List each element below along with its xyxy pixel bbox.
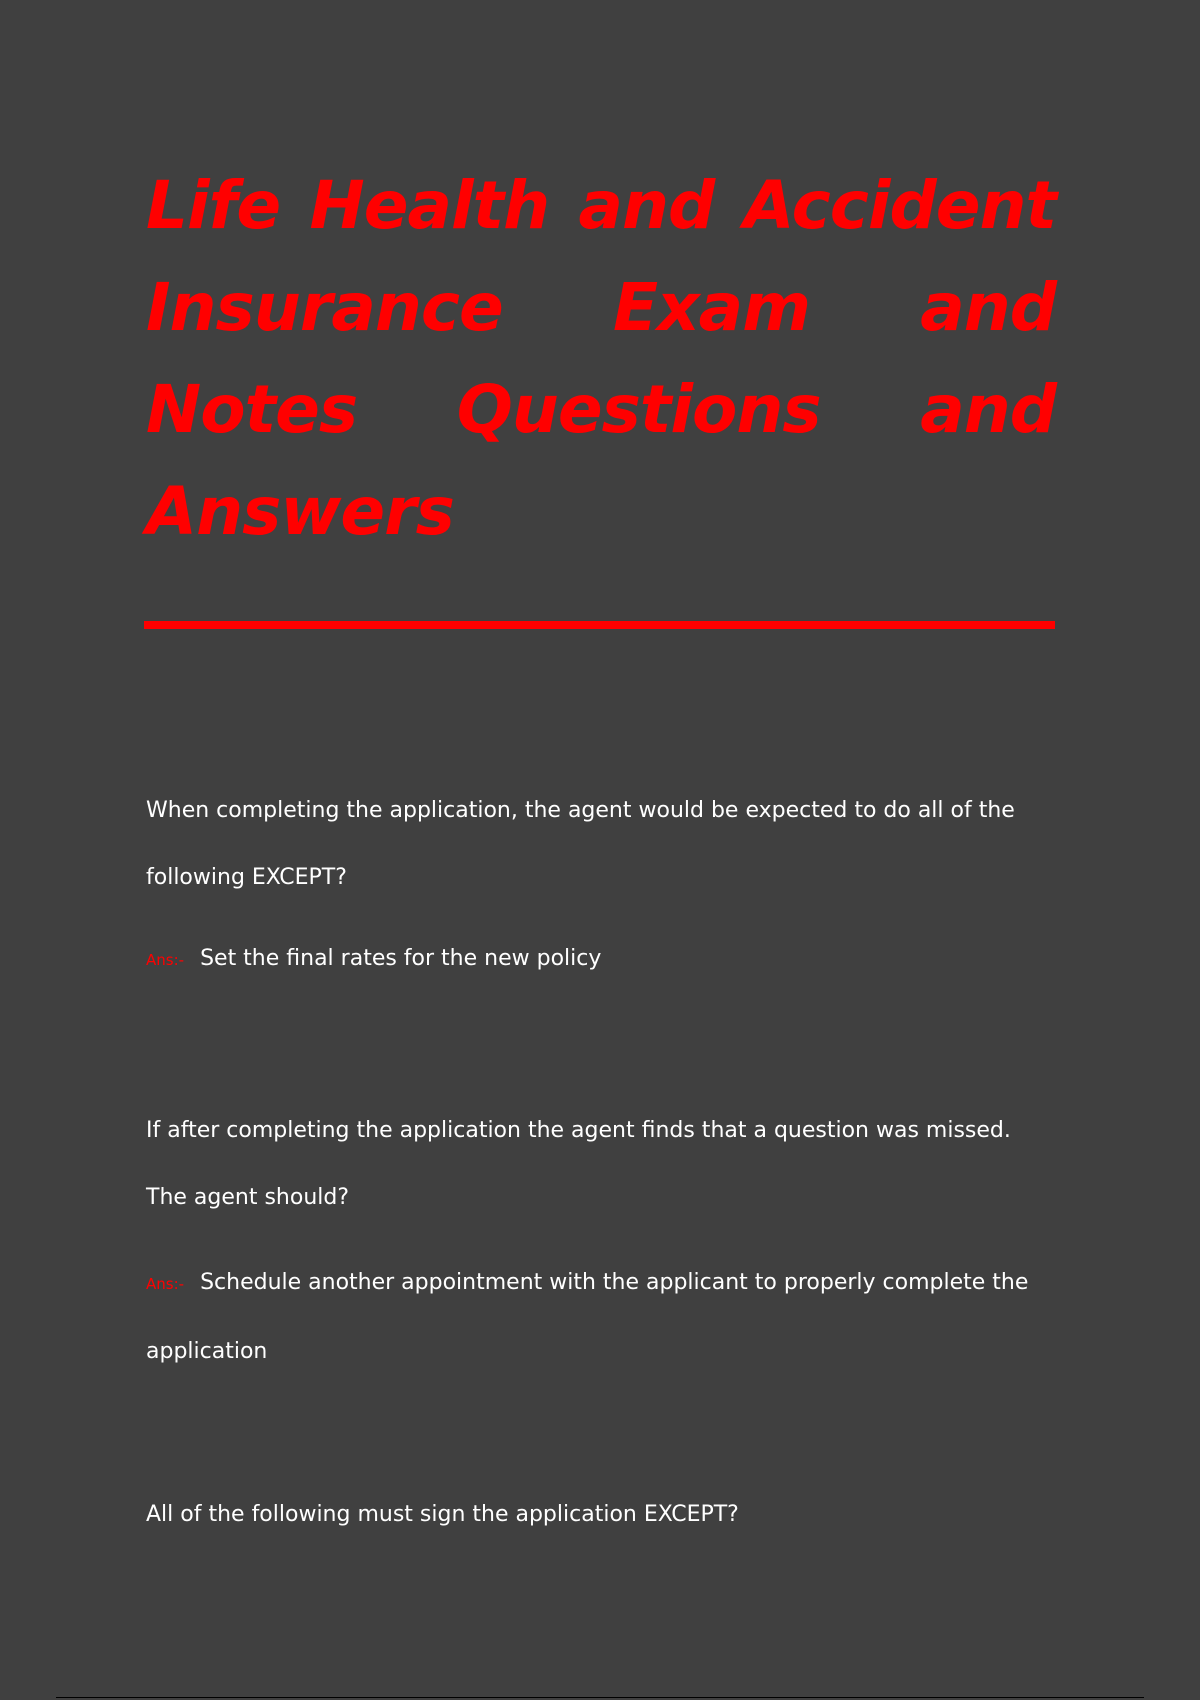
answer xyxy=(146,925,1046,994)
title-divider xyxy=(144,621,1055,629)
answer xyxy=(146,1249,1046,1385)
page-bottom-rule xyxy=(56,1697,1144,1698)
question-text: All of the following must sign the application EXCEPT? xyxy=(146,1502,739,1527)
answer-text: Set the final rates for the new policy xyxy=(200,946,602,971)
qa-item-1 xyxy=(146,777,1046,994)
document-title: Life Health and Accident Insurance Exam and Notes Questions and Answers xyxy=(146,167,1056,550)
question-text: When completing the application, the agent would be expected to do all of the following EXCEPT? xyxy=(146,798,1015,890)
answer-label: Ans:- xyxy=(146,951,185,969)
answer-text: Schedule another appointment with the applicant to properly complete the application xyxy=(146,1270,1029,1364)
answer-label: Ans:- xyxy=(146,1275,185,1293)
qa-item-3 xyxy=(146,1481,1046,1548)
qa-item-2 xyxy=(146,1097,1046,1385)
question-text: If after completing the application the agent finds that a question was missed. The agent should? xyxy=(146,1118,1011,1210)
